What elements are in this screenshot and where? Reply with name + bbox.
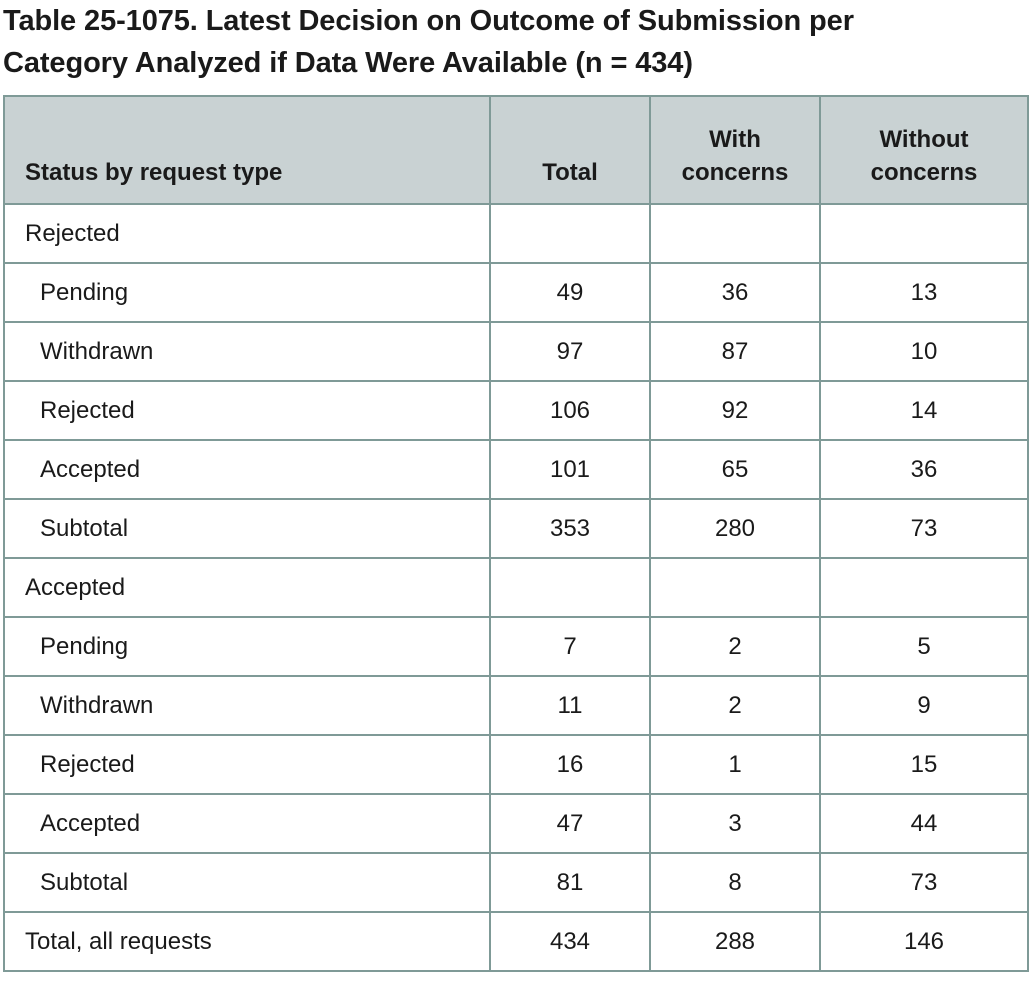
cell-with-concerns: 280 [650, 499, 820, 558]
table-title-line-2: Category Analyzed if Data Were Available (n = 434) [3, 47, 693, 79]
cell-total: 434 [490, 912, 650, 971]
row-label: Rejected [4, 381, 490, 440]
header-without-concerns [820, 96, 1028, 204]
cell-without-concerns: 36 [820, 440, 1028, 499]
table-row [4, 322, 1028, 381]
header-with-line-2: concerns [681, 159, 789, 186]
cell-without-concerns: 13 [820, 263, 1028, 322]
table-row [4, 794, 1028, 853]
row-label: Accepted [4, 558, 490, 617]
cell-total [490, 204, 650, 263]
outcome-table [3, 95, 1029, 972]
table-row [4, 381, 1028, 440]
cell-total: 11 [490, 676, 650, 735]
cell-total: 7 [490, 617, 650, 676]
header-without-line-1: Without [879, 126, 969, 153]
table-row [4, 735, 1028, 794]
cell-without-concerns: 73 [820, 853, 1028, 912]
cell-without-concerns [820, 558, 1028, 617]
grand-total-row [4, 912, 1028, 971]
cell-with-concerns: 87 [650, 322, 820, 381]
cell-with-concerns [650, 204, 820, 263]
cell-with-concerns: 1 [650, 735, 820, 794]
header-with-line-1: With [709, 126, 761, 153]
table-row [4, 263, 1028, 322]
cell-total: 101 [490, 440, 650, 499]
cell-with-concerns: 288 [650, 912, 820, 971]
cell-with-concerns: 2 [650, 676, 820, 735]
cell-without-concerns: 15 [820, 735, 1028, 794]
cell-with-concerns: 36 [650, 263, 820, 322]
table-title-line-1: Table 25-1075. Latest Decision on Outcome of Submission per [3, 5, 854, 37]
row-label: Total, all requests [4, 912, 490, 971]
row-label: Subtotal [4, 499, 490, 558]
cell-without-concerns: 5 [820, 617, 1028, 676]
header-status: Status by request type [4, 96, 490, 204]
cell-total: 353 [490, 499, 650, 558]
row-label: Pending [4, 263, 490, 322]
cell-without-concerns: 73 [820, 499, 1028, 558]
header-with-concerns [650, 96, 820, 204]
group-row-rejected [4, 204, 1028, 263]
cell-total [490, 558, 650, 617]
cell-without-concerns: 44 [820, 794, 1028, 853]
cell-with-concerns: 3 [650, 794, 820, 853]
cell-without-concerns: 10 [820, 322, 1028, 381]
row-label: Accepted [4, 440, 490, 499]
cell-total: 81 [490, 853, 650, 912]
table-row [4, 676, 1028, 735]
table-row [4, 617, 1028, 676]
cell-total: 106 [490, 381, 650, 440]
row-label: Withdrawn [4, 676, 490, 735]
header-without-line-2: concerns [870, 159, 978, 186]
cell-total: 97 [490, 322, 650, 381]
cell-total: 47 [490, 794, 650, 853]
cell-with-concerns: 8 [650, 853, 820, 912]
cell-total: 16 [490, 735, 650, 794]
row-label: Withdrawn [4, 322, 490, 381]
group-row-accepted [4, 558, 1028, 617]
subtotal-row [4, 853, 1028, 912]
row-label: Pending [4, 617, 490, 676]
cell-without-concerns: 14 [820, 381, 1028, 440]
cell-with-concerns [650, 558, 820, 617]
table-row [4, 440, 1028, 499]
cell-with-concerns: 92 [650, 381, 820, 440]
cell-total: 49 [490, 263, 650, 322]
table-title [3, 0, 1023, 84]
row-label: Accepted [4, 794, 490, 853]
cell-with-concerns: 2 [650, 617, 820, 676]
header-row [4, 96, 1028, 204]
header-total: Total [490, 96, 650, 204]
cell-without-concerns: 9 [820, 676, 1028, 735]
row-label: Subtotal [4, 853, 490, 912]
row-label: Rejected [4, 735, 490, 794]
cell-with-concerns: 65 [650, 440, 820, 499]
subtotal-row [4, 499, 1028, 558]
row-label: Rejected [4, 204, 490, 263]
cell-without-concerns [820, 204, 1028, 263]
cell-without-concerns: 146 [820, 912, 1028, 971]
